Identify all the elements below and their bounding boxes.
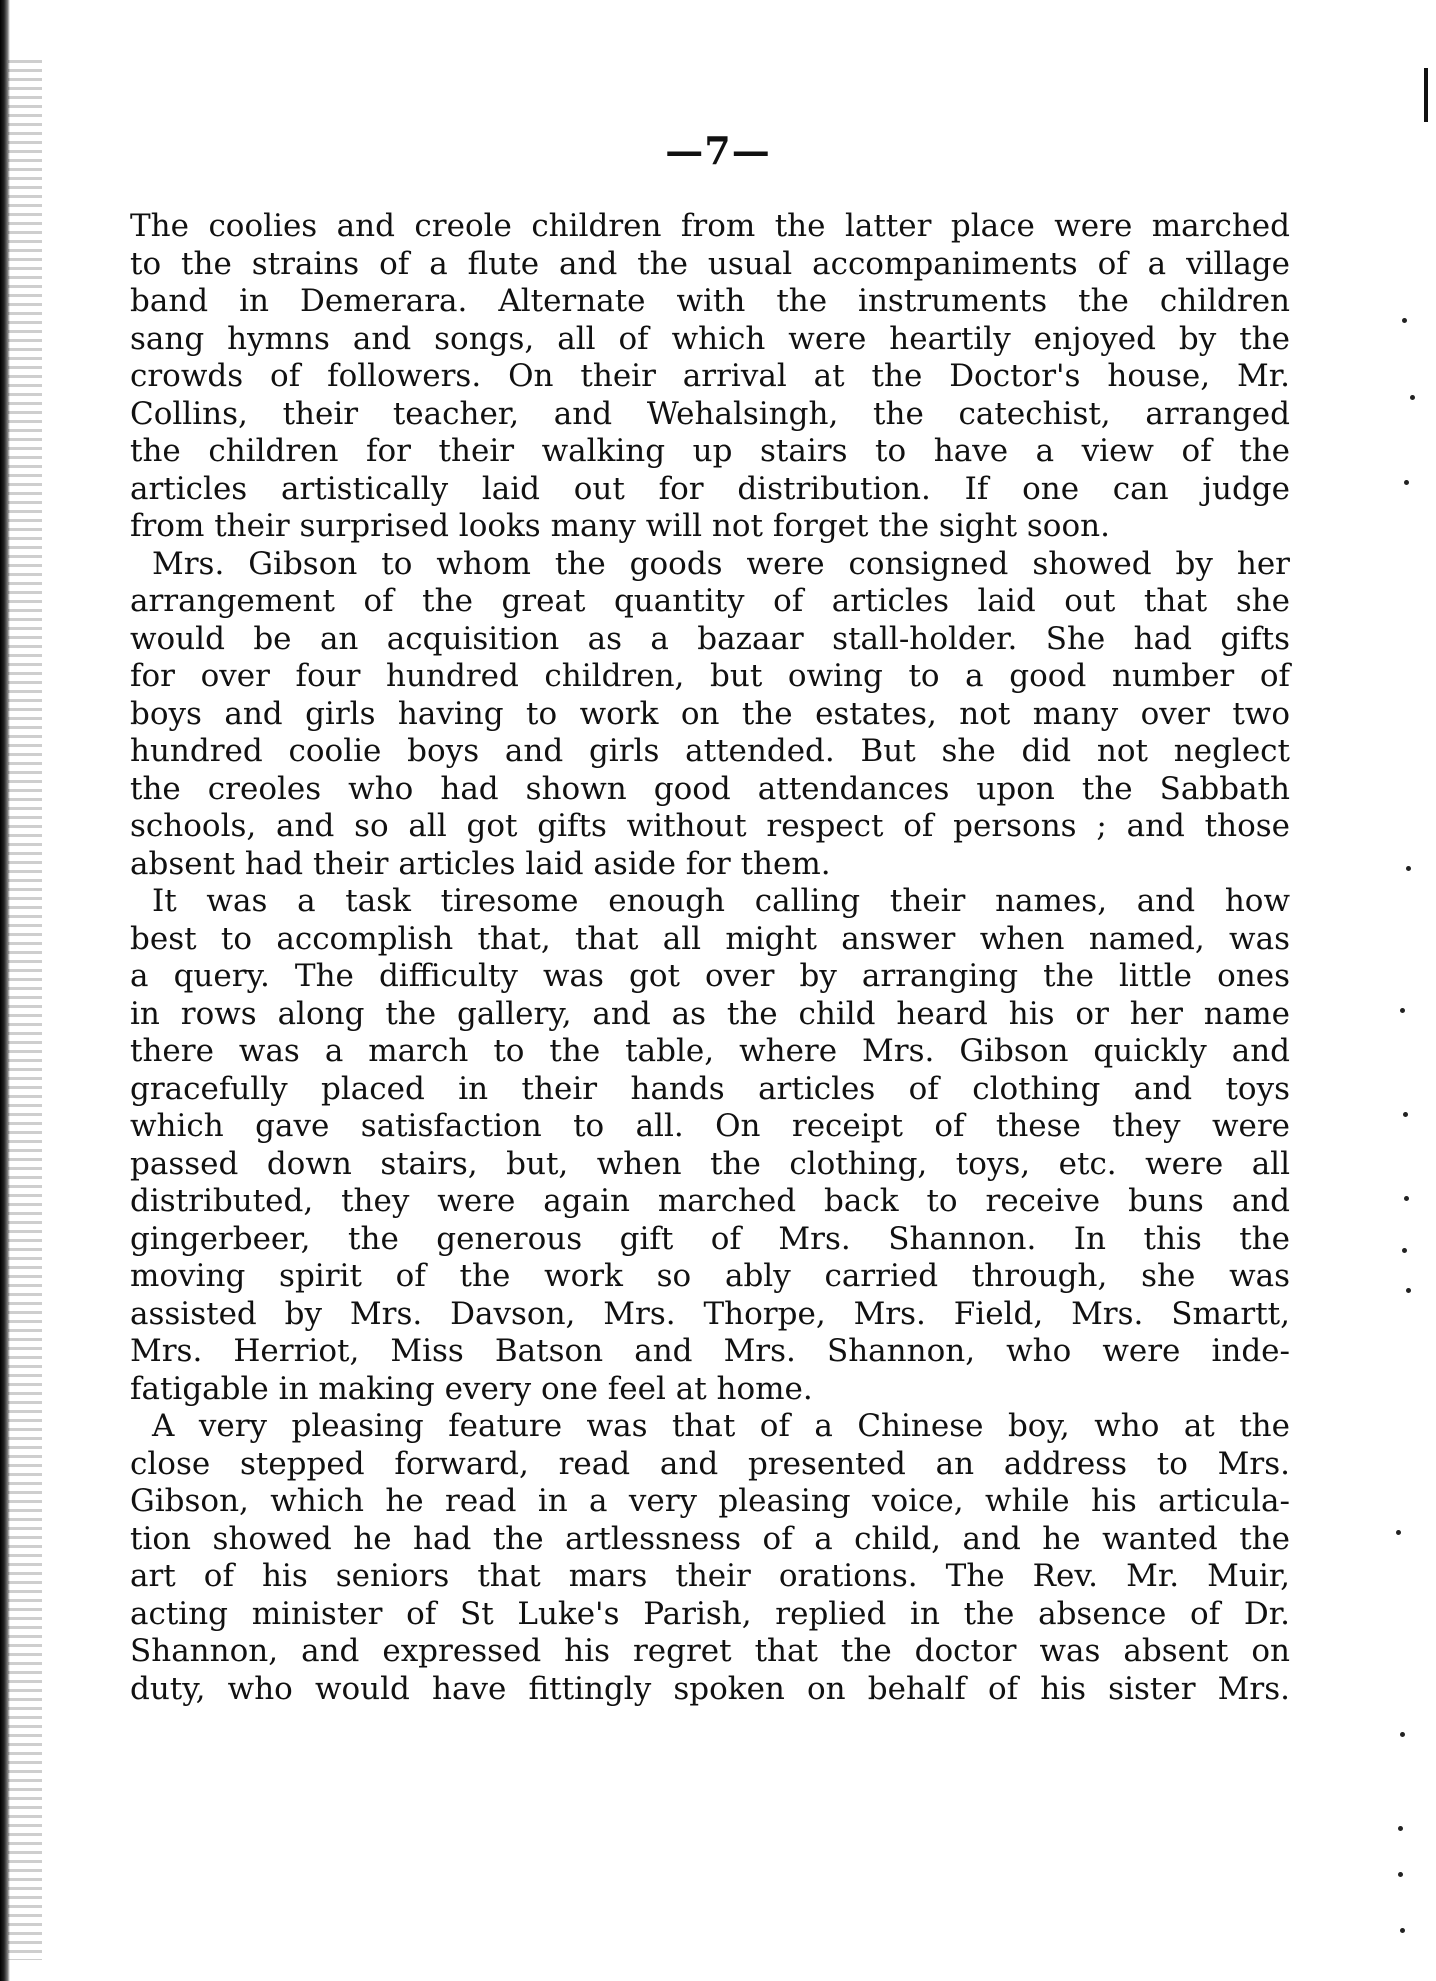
scan-speck: [1400, 1008, 1405, 1013]
text-line: the creoles who had shown good attendances upon the Sabbath: [130, 770, 1290, 807]
text-line: duty, who would have fittingly spoken on behalf of his sister Mrs.: [130, 1670, 1290, 1707]
text-line: The coolies and creole children from the latter place were marched: [130, 208, 1290, 244]
text-line: Gibson, which he read in a very pleasing voice, while his articula-: [130, 1483, 1290, 1519]
scan-speck: [1410, 395, 1415, 400]
text-line: fatigable in making every one feel at home.: [130, 1370, 813, 1407]
body-text: [130, 208, 1290, 1708]
text-line: hundred coolie boys and girls attended. But she did not neglect: [130, 733, 1290, 769]
text-line: would be an acquisition as a bazaar stall-holder. She had gifts: [130, 620, 1290, 657]
scan-speck: [1404, 480, 1409, 485]
text-line: in rows along the gallery, and as the child heard his or her name: [130, 995, 1290, 1032]
scan-speck: [1406, 866, 1411, 871]
scan-speck: [1396, 1530, 1401, 1535]
text-line: A very pleasing feature was that of a Chinese boy, who at the: [152, 1408, 1290, 1444]
text-line: acting minister of St Luke's Parish, replied in the absence of Dr.: [130, 1595, 1290, 1632]
text-line: gingerbeer, the generous gift of Mrs. Shannon. In this the: [130, 1220, 1290, 1257]
scan-speck: [1403, 1112, 1408, 1117]
margin-mark: [1424, 68, 1428, 122]
text-line: schools, and so all got gifts without respect of persons ; and those: [130, 808, 1290, 844]
text-line: moving spirit of the work so ably carried through, she was: [130, 1258, 1290, 1294]
text-line: for over four hundred children, but owing to a good number of: [130, 658, 1290, 694]
text-line: a query. The difficulty was got over by arranging the little ones: [130, 958, 1290, 994]
scan-speck: [1400, 1928, 1405, 1933]
text-line: from their surprised looks many will not forget the sight soon.: [130, 508, 1110, 544]
scan-speck: [1398, 1826, 1403, 1831]
text-line: distributed, they were again marched back to receive buns and: [130, 1183, 1290, 1219]
text-line: art of his seniors that mars their orations. The Rev. Mr. Muir,: [130, 1558, 1290, 1594]
text-line: Mrs. Gibson to whom the goods were consigned showed by her: [152, 545, 1290, 582]
scan-speck: [1398, 1872, 1403, 1877]
text-line: the children for their walking up stairs to have a view of the: [130, 433, 1290, 469]
text-line: boys and girls having to work on the estates, not many over two: [130, 695, 1290, 732]
text-line: assisted by Mrs. Davson, Mrs. Thorpe, Mrs. Field, Mrs. Smartt,: [130, 1295, 1290, 1332]
text-line: gracefully placed in their hands articles of clothing and toys: [130, 1070, 1290, 1107]
scan-speck: [1404, 1196, 1409, 1201]
text-line: tion showed he had the artlessness of a child, and he wanted the: [130, 1520, 1290, 1557]
binding-shadow: [8, 60, 42, 1960]
text-line: It was a task tiresome enough calling their names, and how: [152, 883, 1290, 919]
scan-speck: [1402, 1248, 1407, 1253]
scan-speck: [1406, 1288, 1411, 1293]
text-line: best to accomplish that, that all might answer when named, was: [130, 920, 1290, 957]
text-line: Collins, their teacher, and Wehalsingh, the catechist, arranged: [130, 395, 1290, 432]
text-line: band in Demerara. Alternate with the instruments the children: [130, 283, 1290, 319]
text-line: sang hymns and songs, all of which were heartily enjoyed by the: [130, 320, 1290, 357]
text-line: articles artistically laid out for distribution. If one can judge: [130, 470, 1290, 507]
text-line: Mrs. Herriot, Miss Batson and Mrs. Shannon, who were inde-: [130, 1333, 1290, 1369]
text-line: Shannon, and expressed his regret that the doctor was absent on: [130, 1633, 1290, 1669]
text-line: which gave satisfaction to all. On receipt of these they were: [130, 1108, 1290, 1144]
scan-speck: [1400, 1732, 1405, 1737]
text-line: passed down stairs, but, when the clothing, toys, etc. were all: [130, 1145, 1290, 1182]
text-line: crowds of followers. On their arrival at the Doctor's house, Mr.: [130, 358, 1290, 394]
scan-speck: [1402, 318, 1407, 323]
text-line: arrangement of the great quantity of articles laid out that she: [130, 583, 1290, 619]
text-line: to the strains of a flute and the usual accompaniments of a village: [130, 245, 1290, 282]
text-line: close stepped forward, read and presented an address to Mrs.: [130, 1445, 1290, 1482]
page-number: —7—: [665, 128, 771, 173]
text-line: there was a march to the table, where Mrs. Gibson quickly and: [130, 1033, 1290, 1069]
text-line: absent had their articles laid aside for them.: [130, 845, 831, 882]
